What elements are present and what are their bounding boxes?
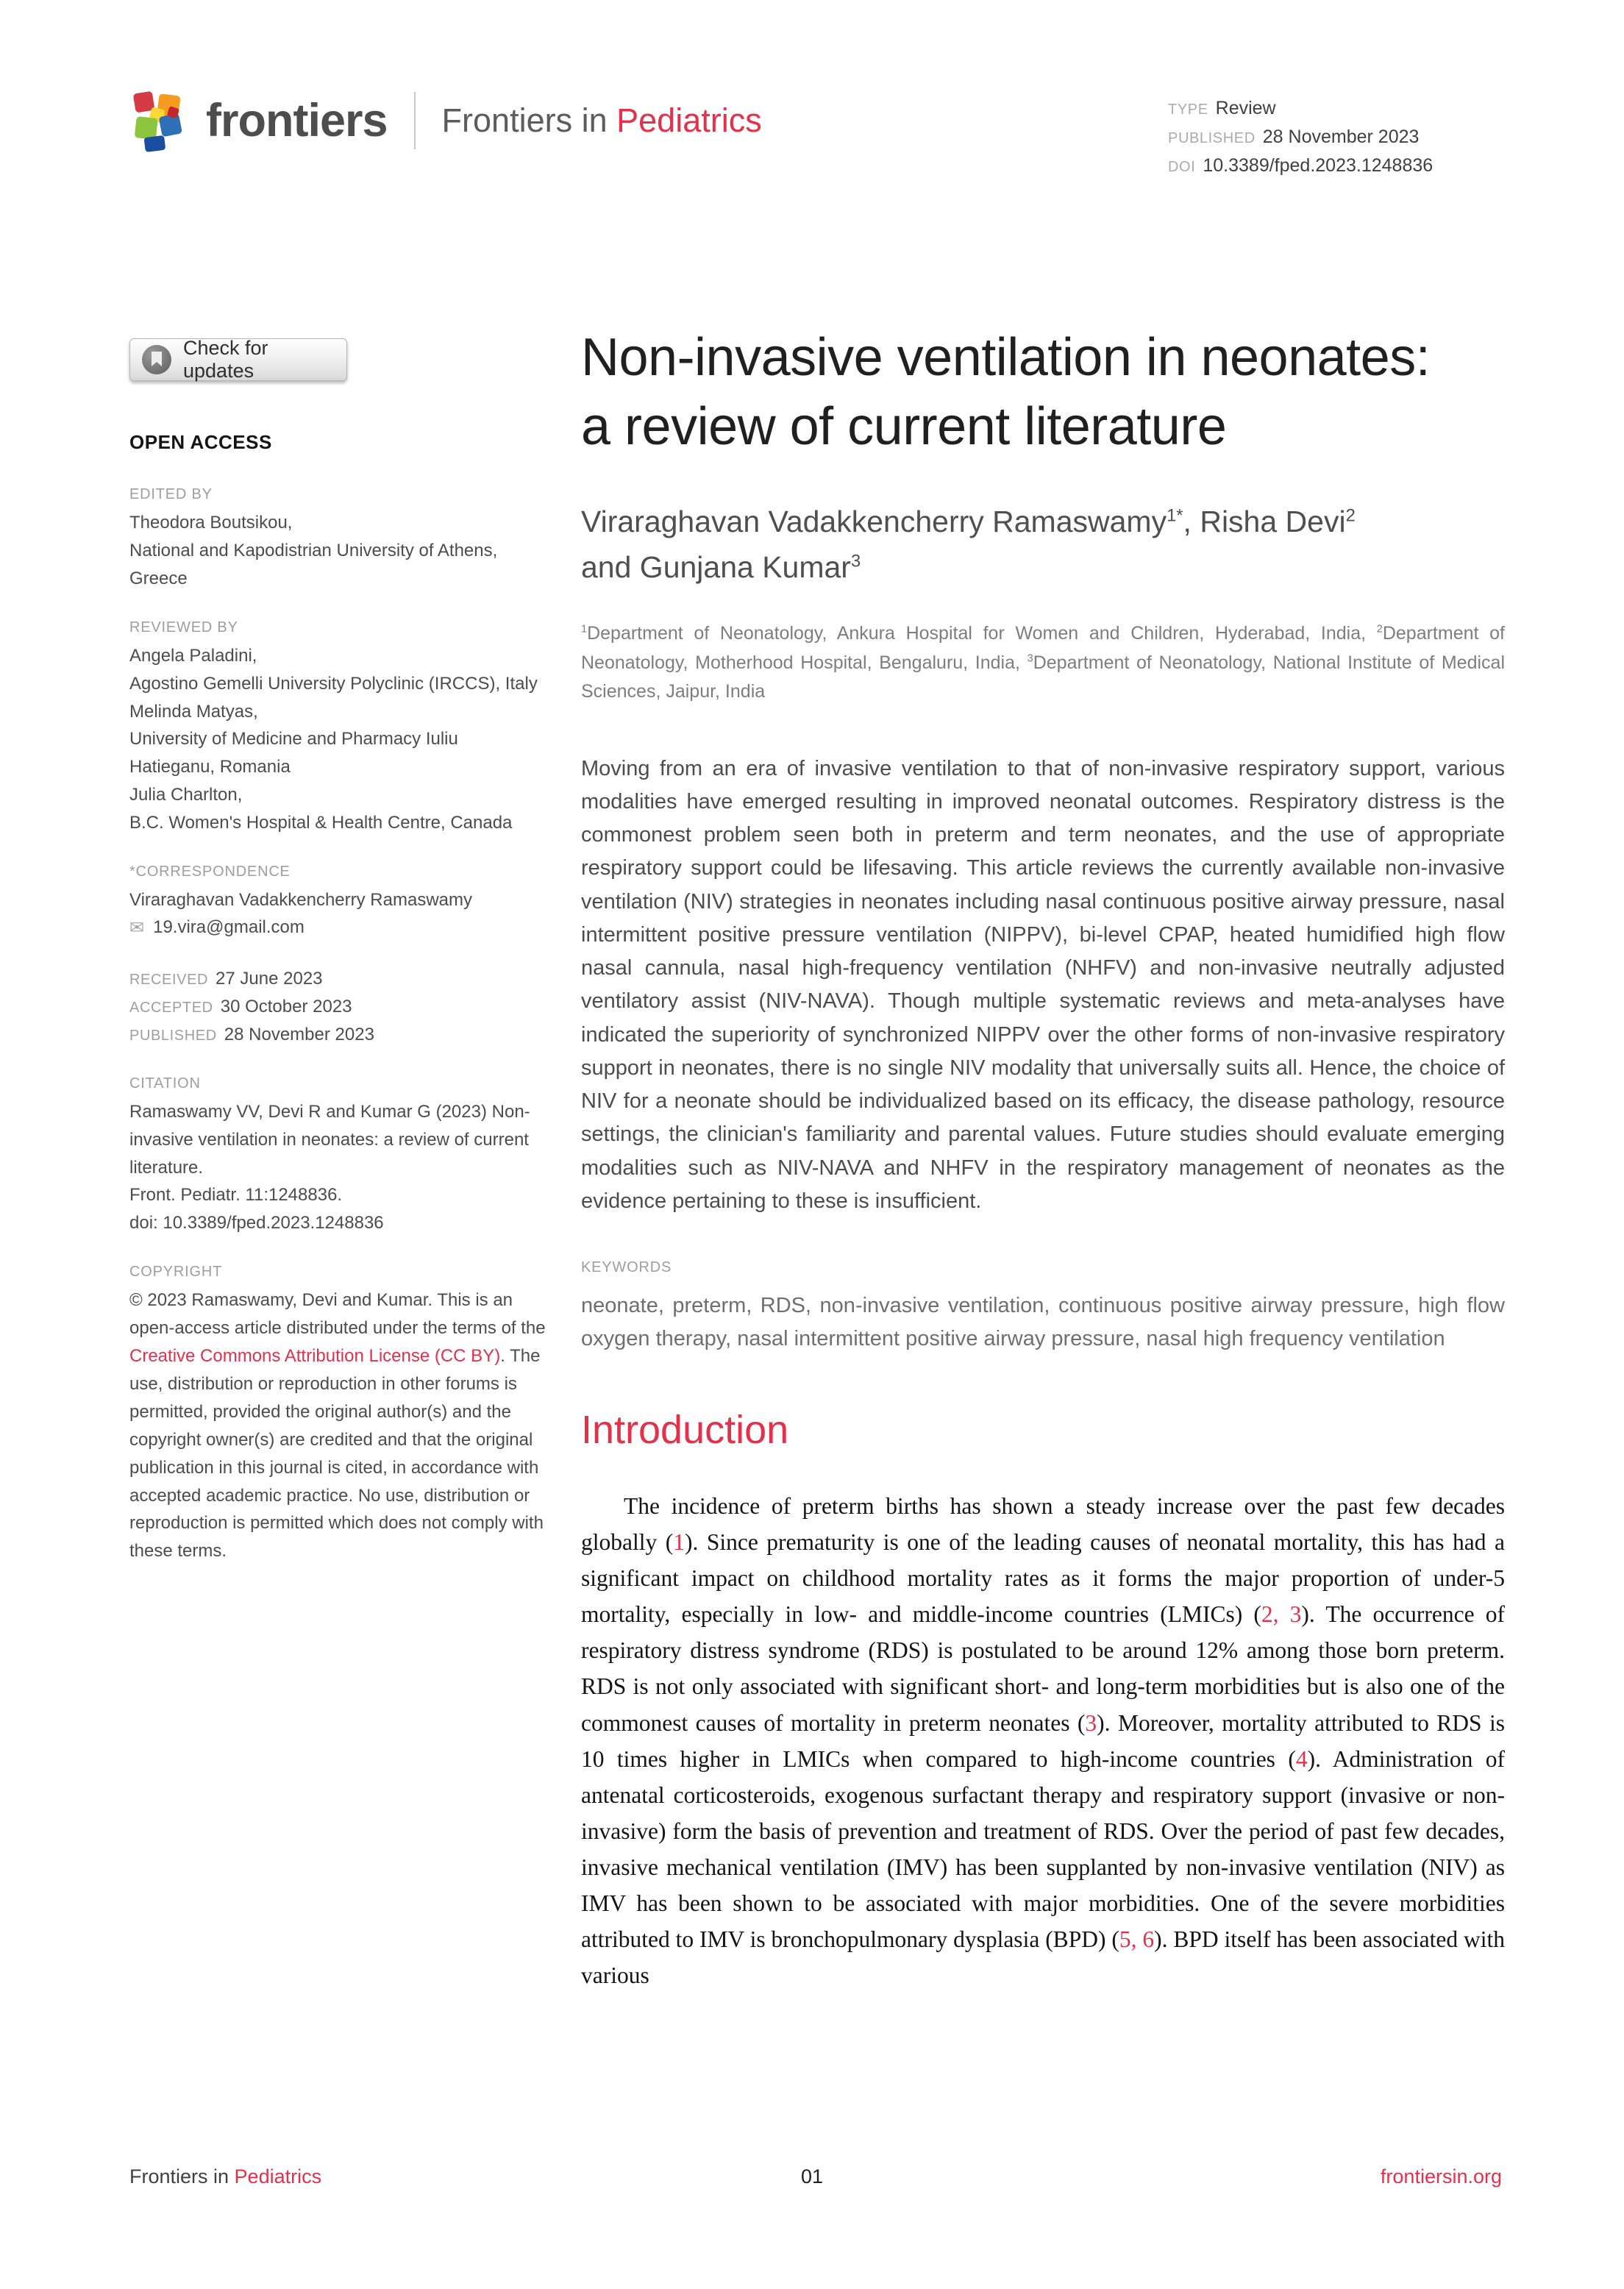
- check-for-updates-label: Check for updates: [183, 337, 268, 382]
- edited-by-label: EDITED BY: [129, 486, 213, 502]
- received-row: [129, 965, 546, 993]
- journal-name: Pediatrics: [616, 102, 762, 139]
- footer-journal-name: Pediatrics: [234, 2165, 322, 2187]
- check-for-updates-button[interactable]: [129, 338, 347, 381]
- meta-doi-label: DOI: [1168, 158, 1196, 175]
- meta-doi-value: 10.3389/fped.2023.1248836: [1203, 154, 1434, 176]
- citation-section: [129, 1075, 546, 1238]
- dates-section: [129, 965, 546, 1049]
- reviewer-name: Julia Charlton,: [129, 785, 243, 805]
- article-main: [581, 324, 1505, 1994]
- citation-ref[interactable]: 4: [1295, 1745, 1308, 1772]
- citation-journal: Front. Pediatr. 11:1248836.: [129, 1185, 343, 1206]
- meta-type-row: [1168, 94, 1433, 123]
- introduction-paragraph: The incidence of preterm births has shown a steady increase over the past few decades globally (1). Since prematurity is one of the leading causes of neonatal mortality, this has had a significant impact on childhood mortality rates as it forms the major proportion of under-5 mortality, especially in low- and middle-income countries (LMICs) (2, 3). The occurrence of respiratory distress syndrome (RDS) is postulated to be around 12% among those born preterm. RDS is not only associated with significant short- and long-term morbidities but is also one of the commonest causes of mortality in preterm neonates (3). Moreover, mortality attributed to RDS is 10 times higher in LMICs when compared to high-income countries (4). Administration of antenatal corticosteroids, exogenous surfactant therapy and respiratory support (invasive or non-invasive) form the basis of prevention and treatment of RDS. Over the period of past few decades, invasive mechanical ventilation (IMV) has been supplanted by non-invasive ventilation (NIV) as IMV has been shown to be associated with major morbidities. One of the severe morbidities attributed to IMV is bronchopulmonary dysplasia (BPD) (5, 6). BPD itself has been associated with various: [581, 1492, 1506, 1989]
- meta-type-label: TYPE: [1168, 102, 1208, 118]
- meta-type-value: Review: [1215, 98, 1276, 118]
- correspondence-email-row: [129, 917, 546, 939]
- journal-prefix: Frontiers in: [441, 102, 617, 139]
- article-title: Non-invasive ventilation in neonates: a review of current literature: [581, 328, 1431, 456]
- meta-published-label: PUBLISHED: [1168, 129, 1256, 146]
- received-label: RECEIVED: [129, 971, 209, 988]
- reviewer-entry: [129, 642, 546, 837]
- editor-affiliation: National and Kapodistrian University of Athens, Greece: [129, 540, 498, 588]
- footer-journal-prefix: Frontiers in: [129, 2165, 235, 2187]
- journal-title: [442, 102, 762, 140]
- copyright-text: © 2023 Ramaswamy, Devi and Kumar. This is an open-access article distributed under the terms of the Creative Commons Attribution License (CC BY). The use, distribution or reproduction in other forums is permitted, provided the original author(s) and the copyright owner(s) are credited and that the original publication in this journal is cited, in accordance with accepted academic practice. No use, distribution or reproduction is permitted which does not comply with these terms.: [129, 1290, 546, 1562]
- article-meta: [1168, 94, 1433, 179]
- copyright-section: [129, 1264, 546, 1565]
- envelope-icon: ✉: [129, 917, 145, 938]
- reviewed-by-section: [129, 619, 546, 837]
- meta-published-row: [1168, 123, 1433, 152]
- reviewed-by-label: REVIEWED BY: [129, 619, 238, 636]
- introduction-heading: Introduction: [581, 1407, 789, 1452]
- reviewer-name: Angela Paladini,: [129, 645, 257, 666]
- header-brand: [129, 87, 762, 154]
- citation-text: [129, 1098, 546, 1238]
- frontiers-logo-icon: [129, 87, 191, 154]
- correspondence-label: *CORRESPONDENCE: [129, 864, 291, 880]
- cc-by-license-link[interactable]: Creative Commons Attribution License (CC BY): [129, 1346, 501, 1367]
- citation-ref[interactable]: 3: [1085, 1709, 1097, 1736]
- correspondence-name: Viraraghavan Vadakkencherry Ramaswamy: [129, 890, 472, 911]
- reviewer-affiliation: University of Medicine and Pharmacy Iuliu Hatieganu, Romania: [129, 729, 458, 777]
- meta-published-value: 28 November 2023: [1262, 126, 1420, 147]
- affiliations: $^1$Department of Neonatology, Ankura Hospital for Women and Children, Hyderabad, India, $^2$Department of Neonatology, Motherhood Hospital, Bengaluru, India, $^3$Department of Neonatology, National Institute of Medical Sciences, Jaipur, India: [581, 623, 1505, 702]
- published-label: PUBLISHED: [129, 1027, 217, 1044]
- keywords-text: neonate, preterm, RDS, non-invasive ventilation, continuous positive airway pressure, high flow oxygen therapy, nasal intermittent positive airway pressure, nasal high frequency ventilation: [581, 1293, 1505, 1350]
- correspondence-section: [129, 864, 546, 939]
- correspondence-email[interactable]: 19.vira@gmail.com: [153, 917, 304, 938]
- footer-site-link[interactable]: frontiersin.org: [1380, 2165, 1502, 2187]
- abstract-text: Moving from an era of invasive ventilation to that of non-invasive respiratory support, various modalities have emerged resulting in improved neonatal outcomes. Respiratory distress is the commonest problem seen both in preterm and term neonates, and the use of appropriate respiratory support could be lifesaving. This article reviews the currently available non-invasive ventilation (NIV) strategies in neonates including nasal continuous positive airway pressure, nasal intermittent positive pressure ventilation (NIPPV), bi-level CPAP, heated humidified high flow nasal cannula, nasal high-frequency ventilation (NHFV) and non-invasive neutrally adjusted ventilatory assist (NIV-NAVA). Though multiple systematic reviews and meta-analyses have indicated the superiority of synchronized NIPPV over the other forms of non-invasive respiratory support in neonates, there is no single NIV modality that universally suits all. Hence, the choice of NIV for a neonate should be individualized based on its efficacy, the disease pathology, resource settings, the clinician's familiarity and parental values. Future studies should evaluate emerging modalities such as NIV-NAVA and NHFV in the respiratory management of neonates as the evidence pertaining to these is insufficient.: [581, 756, 1505, 1213]
- open-access-badge: OPEN ACCESS: [129, 431, 272, 453]
- crossmark-icon: [142, 345, 171, 374]
- header-divider: [414, 92, 416, 149]
- citation-ref[interactable]: 1: [673, 1528, 685, 1555]
- editor-name: Theodora Boutsikou,: [129, 513, 293, 533]
- meta-doi-row: [1168, 152, 1433, 180]
- received-value: 27 June 2023: [216, 968, 323, 989]
- page-number: 01: [800, 2165, 824, 2187]
- citation-label: CITATION: [129, 1075, 201, 1092]
- published-value: 28 November 2023: [224, 1024, 374, 1044]
- citation-main: Ramaswamy VV, Devi R and Kumar G (2023) Non-invasive ventilation in neonates: a review of current literature.: [129, 1101, 530, 1178]
- reviewer-affiliation: Agostino Gemelli University Polyclinic (IRCCS), Italy: [129, 673, 538, 694]
- published-row: [129, 1021, 546, 1049]
- authors-line: Viraraghavan Vadakkencherry Ramaswamy$^{1*}$, Risha Devi$^2$ and Gunjana Kumar$^3$: [581, 505, 1356, 584]
- accepted-label: ACCEPTED: [129, 999, 213, 1016]
- copyright-label: COPYRIGHT: [129, 1264, 223, 1281]
- edited-by-entry: [129, 509, 546, 593]
- edited-by-section: [129, 486, 546, 593]
- keywords-label: KEYWORDS: [581, 1259, 672, 1275]
- citation-ref[interactable]: 5, 6: [1119, 1926, 1155, 1953]
- reviewer-name: Melinda Matyas,: [129, 701, 258, 722]
- accepted-row: [129, 993, 546, 1021]
- citation-ref[interactable]: 2, 3: [1261, 1601, 1302, 1628]
- reviewer-affiliation: B.C. Women's Hospital & Health Centre, Canada: [129, 813, 513, 833]
- accepted-value: 30 October 2023: [220, 996, 352, 1017]
- sidebar: [129, 431, 546, 1592]
- frontiers-logo-text: frontiers: [206, 95, 388, 146]
- citation-doi: doi: 10.3389/fped.2023.1248836: [129, 1213, 384, 1234]
